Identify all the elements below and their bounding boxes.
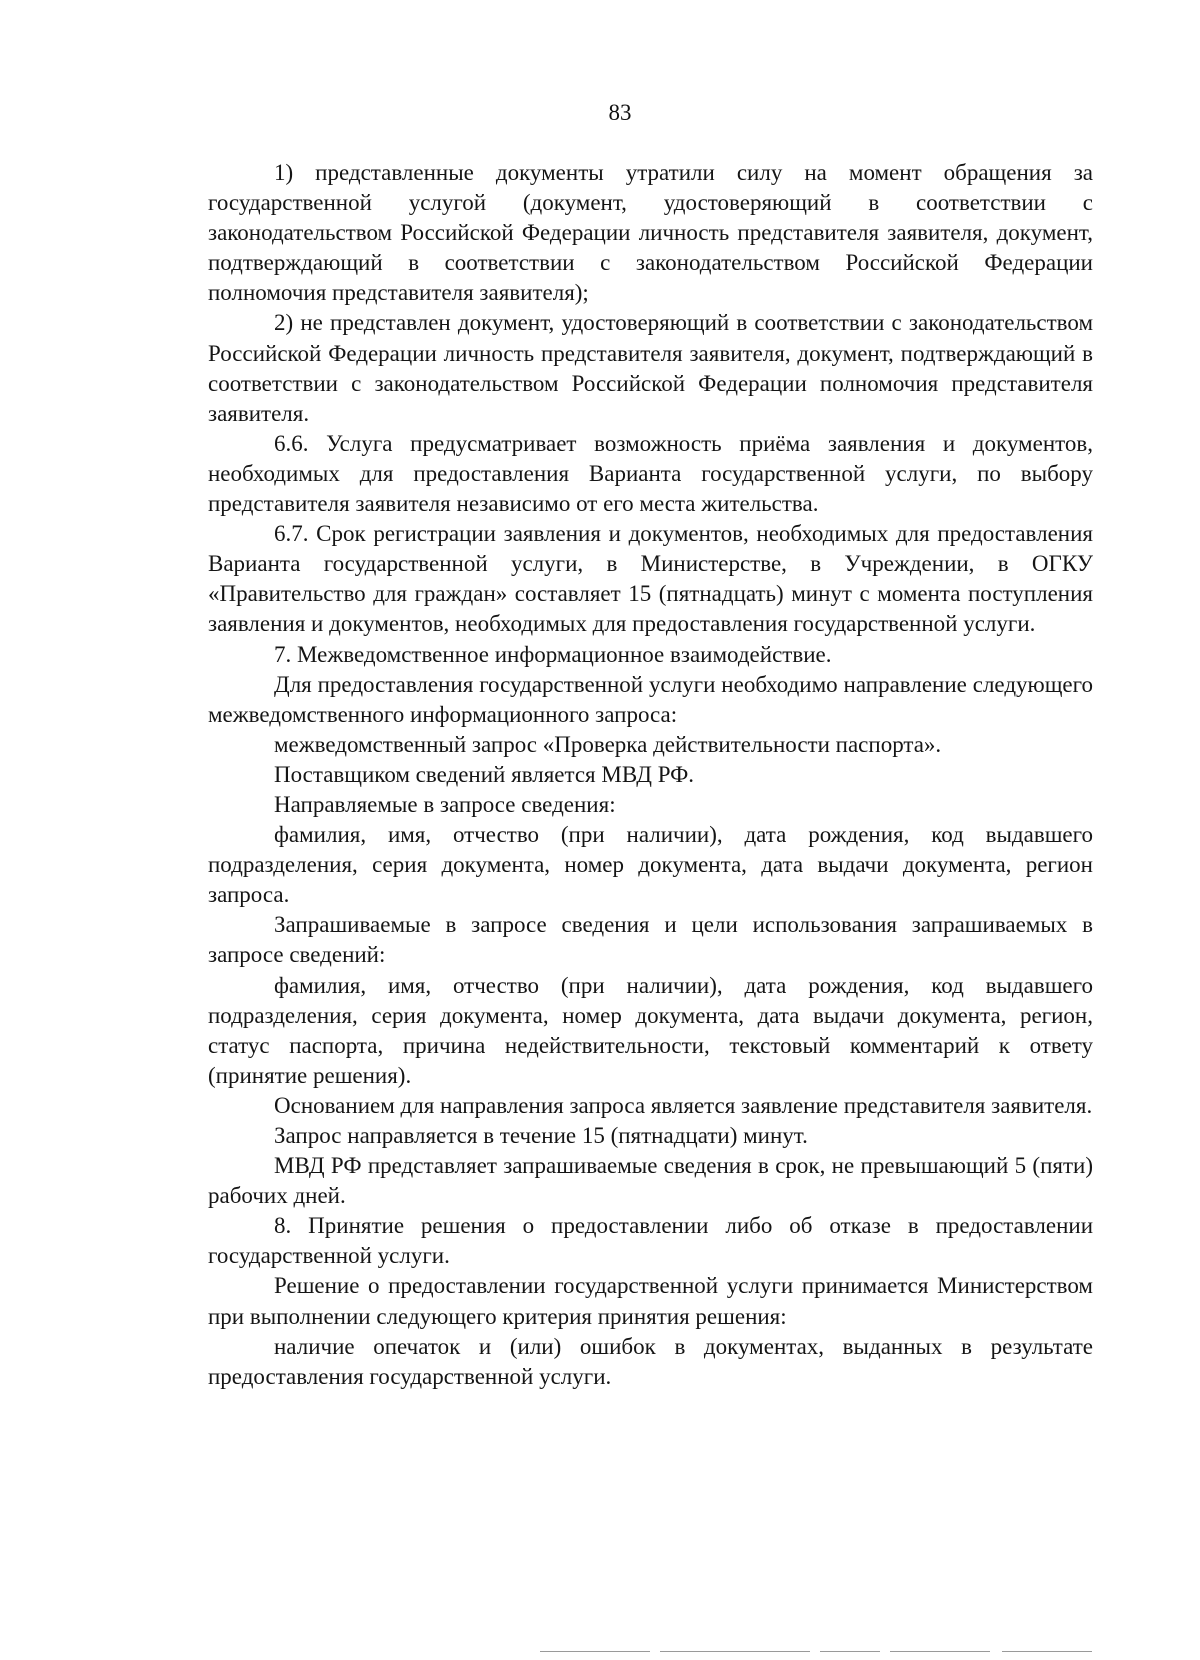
paragraph: МВД РФ представляет запрашиваемые сведения в срок, не превышающий 5 (пяти) рабочих дней. [208, 1153, 1093, 1209]
paragraph: Для предоставления государственной услуги необходимо направление следующего межведомственного информационного запроса: [208, 671, 1093, 727]
paragraph: межведомственный запрос «Проверка действительности паспорта». [274, 731, 942, 757]
footer-rule-segment [820, 1651, 880, 1652]
paragraph: Поставщиком сведений является МВД РФ. [274, 761, 695, 787]
paragraph: Запрашиваемые в запросе сведения и цели использования запрашиваемых в запросе сведений: [208, 912, 1093, 968]
paragraph: Направляемые в запросе сведения: [274, 791, 616, 817]
footer-rule-segment [660, 1651, 810, 1652]
footer-rule [540, 1651, 1100, 1653]
paragraph: Основанием для направления запроса является заявление представителя заявителя. [274, 1092, 1093, 1118]
paragraph: фамилия, имя, отчество (при наличии), дата рождения, код выдавшего подразделения, серия документа, номер документа, дата выдачи документа, регион, статус паспорта, причина недействительности, текстовый комментарий к ответу (принятие решения). [208, 972, 1093, 1088]
footer-rule-segment [540, 1651, 650, 1652]
footer-rule-segment [1002, 1651, 1092, 1652]
paragraph: наличие опечаток и (или) ошибок в документах, выданных в результате предоставления государственной услуги. [208, 1333, 1093, 1389]
paragraph: Решение о предоставлении государственной услуги принимается Министерством при выполнении следующего критерия принятия решения: [208, 1273, 1093, 1329]
paragraph: Запрос направляется в течение 15 (пятнадцати) минут. [274, 1123, 808, 1148]
footer-rule-segment [890, 1651, 990, 1652]
paragraph: 2) не представлен документ, удостоверяющий в соответствии с законодательством Российской Федерации личность представителя заявителя, документ, подтверждающий в соответствии с законодательством Российской Федерации полномочия представителя заявителя. [208, 310, 1093, 426]
paragraph: фамилия, имя, отчество (при наличии), дата рождения, код выдавшего подразделения, серия документа, номер документа, дата выдачи документа, регион запроса. [208, 822, 1093, 908]
section-heading: 8. Принятие решения о предоставлении либо об отказе в предоставлении государственной услуги. [208, 1213, 1093, 1269]
document-body [208, 158, 1093, 1392]
paragraph: 6.7. Срок регистрации заявления и документов, необходимых для предоставления Варианта государственной услуги, в Министерстве, в Учреждении, в ОГКУ «Правительство для граждан» составляет 15 (пятнадцать) минут с момента поступления заявления и документов, необходимых для предоставления государственной услуги. [208, 521, 1093, 637]
page-number: 83 [608, 100, 632, 125]
paragraph: 1) представленные документы утратили силу на момент обращения за государственной услугой (документ, удостоверяющий в соответствии с законодательством Российской Федерации личность представителя заявителя, документ, подтверждающий в соответствии с законодательством Российской Федерации полномочия представителя заявителя); [208, 160, 1093, 306]
section-heading: 7. Межведомственное информационное взаимодействие. [274, 641, 832, 667]
paragraph: 6.6. Услуга предусматривает возможность приёма заявления и документов, необходимых для предоставления Варианта государственной услуги, по выбору представителя заявителя независимо от его места жительства. [208, 430, 1093, 517]
